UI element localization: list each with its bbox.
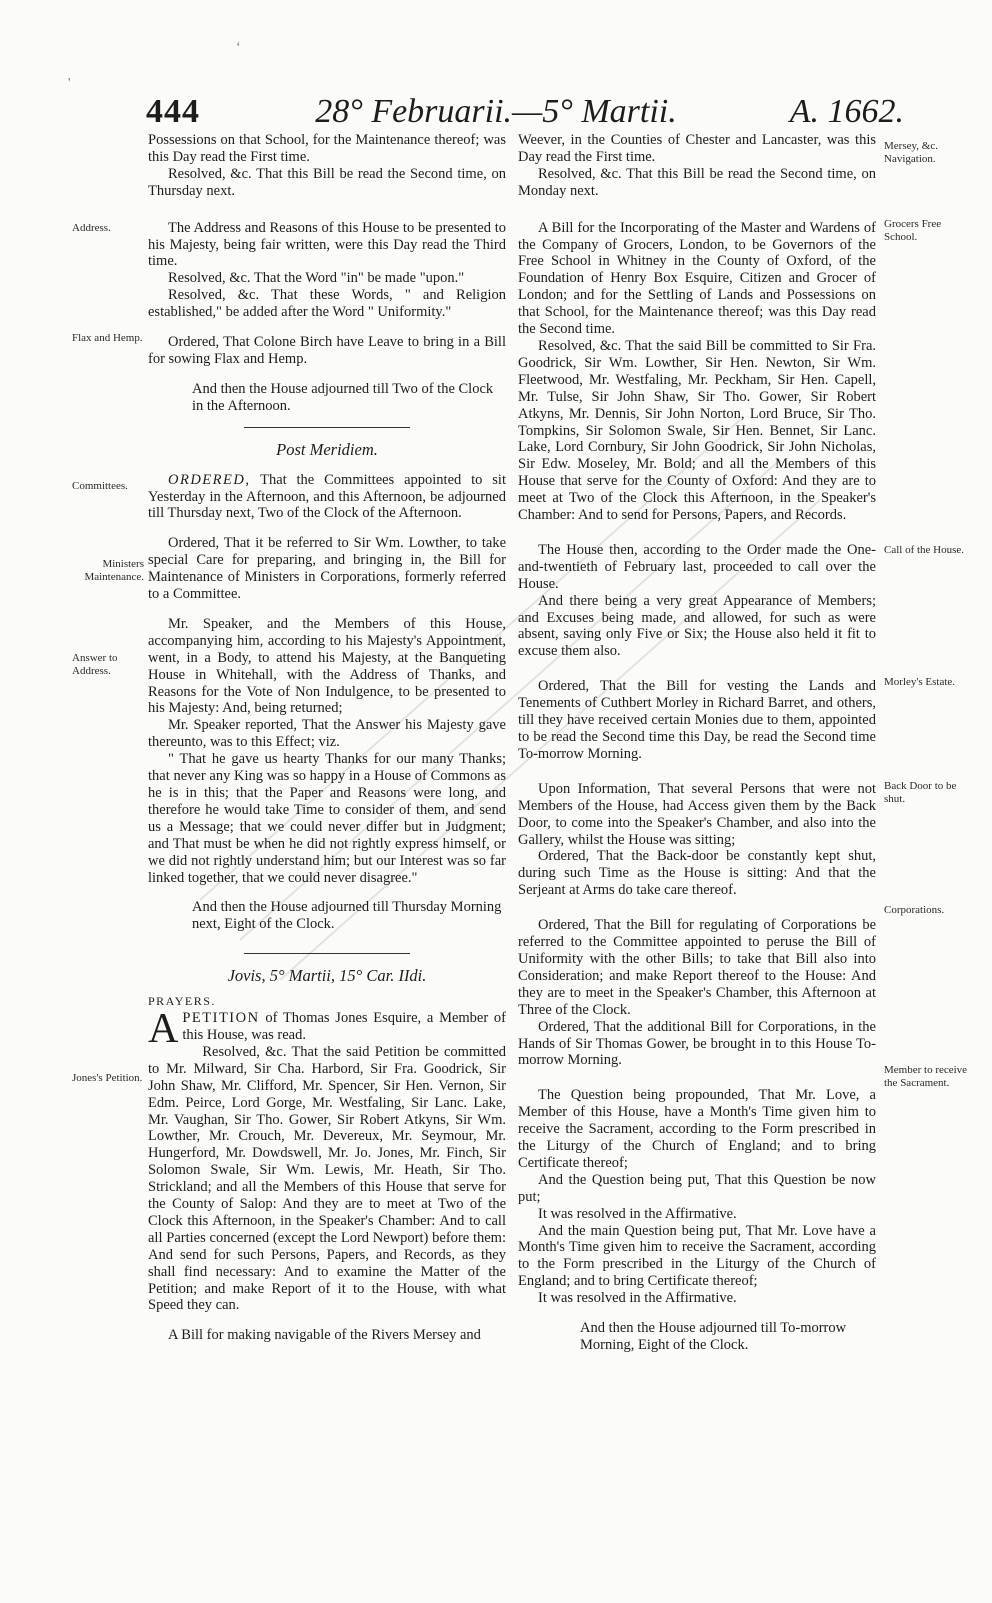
paragraph: And the main Question being put, That Mr. Love have a Month's Time given him to receive the Sacrament, according to the Form prescribed in the Liturgy of the Church of England; and to bring Certificate thereof;	[518, 1222, 876, 1290]
drop-cap: A	[148, 1006, 179, 1053]
paragraph-body: of Thomas Jones Esquire, a Member of this House, was read.	[182, 1010, 506, 1043]
paragraph: Weever, in the Counties of Chester and Lancaster, was this Day read the First time.	[518, 132, 876, 165]
margin-note-corporations: Corporations.	[884, 904, 945, 916]
paragraph: Ordered, That it be referred to Sir Wm. Lowther, to take special Care for preparing, and bringing in, the Bill for Maintenance of Ministers in Corporations, formerly referred to a Committee.	[148, 535, 506, 603]
paragraph: A Bill for making navigable of the Rivers Mersey and	[168, 1327, 481, 1344]
paragraph: Mr. Speaker reported, That the Answer his Majesty gave thereunto, was to this Effect; viz.	[148, 717, 506, 751]
margin-note-call: Call of the House.	[884, 544, 965, 556]
paragraph: It was resolved in the Affirmative.	[538, 1290, 737, 1307]
paragraph	[148, 472, 506, 523]
paragraph: It was resolved in the Affirmative.	[538, 1205, 737, 1222]
margin-note-mersey: Mersey, &c. Navigation.	[884, 140, 938, 165]
paragraph: Mr. Speaker, and the Members of this House, accompanying him, according to his Majesty's Appointment, went, in a Body, to attend his Majesty, at the Banqueting House in Whitehall, with the Address of Thanks, and Reasons for the Vote of Non Indulgence, to be presented to his Majesty: And, being returned;	[148, 615, 506, 717]
page-year: A. 1662.	[789, 93, 904, 130]
margin-note-member: Member to receive the Sacrament.	[884, 1064, 968, 1089]
paragraph: The Question being propounded, That Mr. Love, a Member of this House, have a Month's Time given him to receive the Sacrament, according to the Form prescribed in the Liturgy of the Church of England; and to bring Certificate thereof;	[518, 1087, 876, 1171]
right-column	[518, 132, 876, 1354]
paragraph: And the Question being put, That this Question be now put;	[518, 1171, 876, 1205]
margin-note-backdoor: Back Door to be shut.	[884, 780, 957, 805]
paragraph-lead: PETITION	[182, 1010, 260, 1027]
paragraph: Resolved, &c. That this Bill be read the Second time, on Monday next.	[518, 165, 876, 199]
paragraph: Resolved, &c. That the said Petition be committed to Mr. Milward, Sir Cha. Harbord, Sir Fra. Goodrick, Sir John Shaw, Mr. Clifford, Mr. Spencer, Sir Hen. Vernon, Sir Edm. Peirce, Lord Gorge, Mr. Westfaling, Sir Lanc. Lake, Mr. Vaughan, Sir Tho. Gower, Sir Robert Atkyns, Sir Wm. Lowther, Mr. Crouch, Mr. Devereux, Mr. Seymour, Mr. Hungerford, Mr. Dowdswell, Mr. Jo. Jones, Mr. Finch, Sir Solomon Swale, Sir Wm. Lewis, Mr. Heath, Sir Tho. Strickland; and all the Members of this House that serve for the County of Salop: And they are to meet at Two of the Clock this Afternoon, in the Speaker's Chamber: And to call all Parties concerned (except the Lord Newport) before them: And send for such Persons, Papers, and Records, as they shall find necessary: And to examine the Matter of the Petition; and make Report of it to the House, with what Speed they can.	[148, 1043, 506, 1314]
paragraph: And there being a very great Appearance of Members; and Excuses being made, and allowed, for such as were absent, saving only Five or Six; the House also held it fit to excuse them also.	[518, 592, 876, 660]
paragraph: A Bill for the Incorporating of the Master and Wardens of the Company of Grocers, London, to be Governors of the Free School in Whitney in the County of Oxford, of the Foundation of Henry Box Esquire, Citizen and Grocer of London; and for the Settling of Lands and Possessions on that School, for the Maintenance thereof; was this Day read the Second time.	[518, 219, 876, 338]
paragraph: Possessions on that School, for the Maintenance thereof; was this Day read the First time.	[148, 132, 506, 165]
paragraph: Upon Information, That several Persons that were not Members of the House, had Access given them by the Back Door, to come into the Speaker's Chamber, and also into the Gallery, whilst the House was sitting;	[518, 780, 876, 848]
paragraph: The House then, according to the Order made the One-and-twentieth of February last, proceeded to call over the House.	[518, 541, 876, 592]
margin-note-morley: Morley's Estate.	[884, 676, 956, 688]
left-column	[148, 132, 506, 1344]
section-heading: Post Meridiem.	[276, 439, 378, 459]
margin-note-ministers: Ministers Maintenance.	[84, 558, 144, 583]
paragraph: Resolved, &c. That these Words, " and Religion established," be added after the Word " Uniformity."	[148, 287, 506, 321]
paragraph: Resolved, &c. That the said Bill be committed to Sir Fra. Goodrick, Sir Wm. Lowther, Sir Hen. Newton, Sir Wm. Fleetwood, Mr. Westfaling, Mr. Peckham, Sir Hen. Capell, Mr. Tulse, Sir John Shaw, Sir Tho. Gower, Sir Robert Atkyns, Mr. Dennis, Sir John Norton, Lord Bruce, Sir Tho. Tompkins, Sir Solomon Swale, Sir Hen. Bennet, Sir Lanc. Lake, Lord Cornbury, Sir John Goodrick, Sir John Nicholas, Sir Edw. Moseley, Mr. Bold; and all the Members of this House that serve for the County of Oxford: And they are to meet at Two of the Clock this Afternoon, in the Speaker's Chamber: And to send for Persons, Papers, and Records.	[518, 337, 876, 524]
paragraph: The Address and Reasons of this House to be presented to his Majesty, being fair written, were this Day read the Third time.	[148, 219, 506, 270]
margin-note-flax-hemp: Flax and Hemp.	[72, 332, 143, 344]
margin-note-address: Address.	[72, 222, 111, 234]
paragraph: Ordered, That the Back-door be constantly kept shut, during such Time as the House is sitting: And that the Serjeant at Arms do take care thereof.	[518, 848, 876, 899]
paragraph: Resolved, &c. That this Bill be read the Second time, on Thursday next.	[148, 165, 506, 199]
page-number: 444	[146, 93, 200, 130]
adjournment-note: And then the House adjourned till To-morrow Morning, Eight of the Clock.	[580, 1320, 847, 1353]
paragraph: Resolved, &c. That the Word "in" be made "upon."	[168, 270, 465, 287]
paragraph: Ordered, That Colone Birch have Leave to bring in a Bill for sowing Flax and Hemp.	[148, 334, 506, 367]
section-rule	[244, 427, 410, 428]
adjournment-note: And then the House adjourned till Two of the Clock in the Afternoon.	[192, 380, 494, 414]
margin-note-committees: Committees.	[72, 480, 128, 492]
paragraph: Ordered, That the additional Bill for Corporations, in the Hands of Sir Thomas Gower, be brought in to this House To-morrow Morning.	[518, 1018, 876, 1069]
scan-speck: ‘	[236, 40, 241, 55]
paragraph-lead: ORDERED,	[168, 471, 251, 488]
day-heading: Jovis, 5° Martii, 15° Car. IIdi.	[227, 966, 427, 986]
page-title: 28° Februarii.—5° Martii.	[315, 93, 677, 130]
margin-note-answer: Answer to Address.	[72, 652, 118, 677]
margin-note-jones: Jones's Petition.	[72, 1072, 143, 1084]
paragraph: Ordered, That the Bill for regulating of Corporations be referred to the Committee appointed to peruse the Bill of Uniformity with the other Bills; to take that Bill also into Consideration; and make Report thereof to the House: And they are to meet in the Speaker's Chamber, this Afternoon at Three of the Clock.	[518, 917, 876, 1018]
prayers-label: PRAYERS.	[148, 994, 216, 1009]
margin-note-grocers: Grocers Free School.	[884, 218, 942, 243]
paragraph: Ordered, That the Bill for vesting the Lands and Tenements of Cuthbert Morley in Richard Barret, and others, till they have received certain Monies due to them, appointed to be read the Second time this Day, be read the Second time To-morrow Morning.	[518, 678, 876, 762]
paragraph-body: That the Committees appointed to sit Yesterday in the Afternoon, and this Afternoon, be adjourned till Thursday next, Two of the Clock of the Afternoon.	[148, 471, 506, 522]
paragraph	[148, 1006, 506, 1053]
scan-speck: '	[68, 76, 71, 91]
section-rule	[244, 953, 410, 954]
quotation: " That he gave us hearty Thanks for our many Thanks; that never any King was so happy in a House of Commons as he is in this; that the Paper and Reasons were long, and therefore he would take Time to consider of them, and send us a Message; that we could never differ but in Judgment; and That must be when he did not rightly express himself, or we did not rightly understand him; but our Interest was so far linked together, that we could never disagree."	[148, 751, 506, 886]
adjournment-note: And then the House adjourned till Thursday Morning next, Eight of the Clock.	[192, 899, 502, 933]
